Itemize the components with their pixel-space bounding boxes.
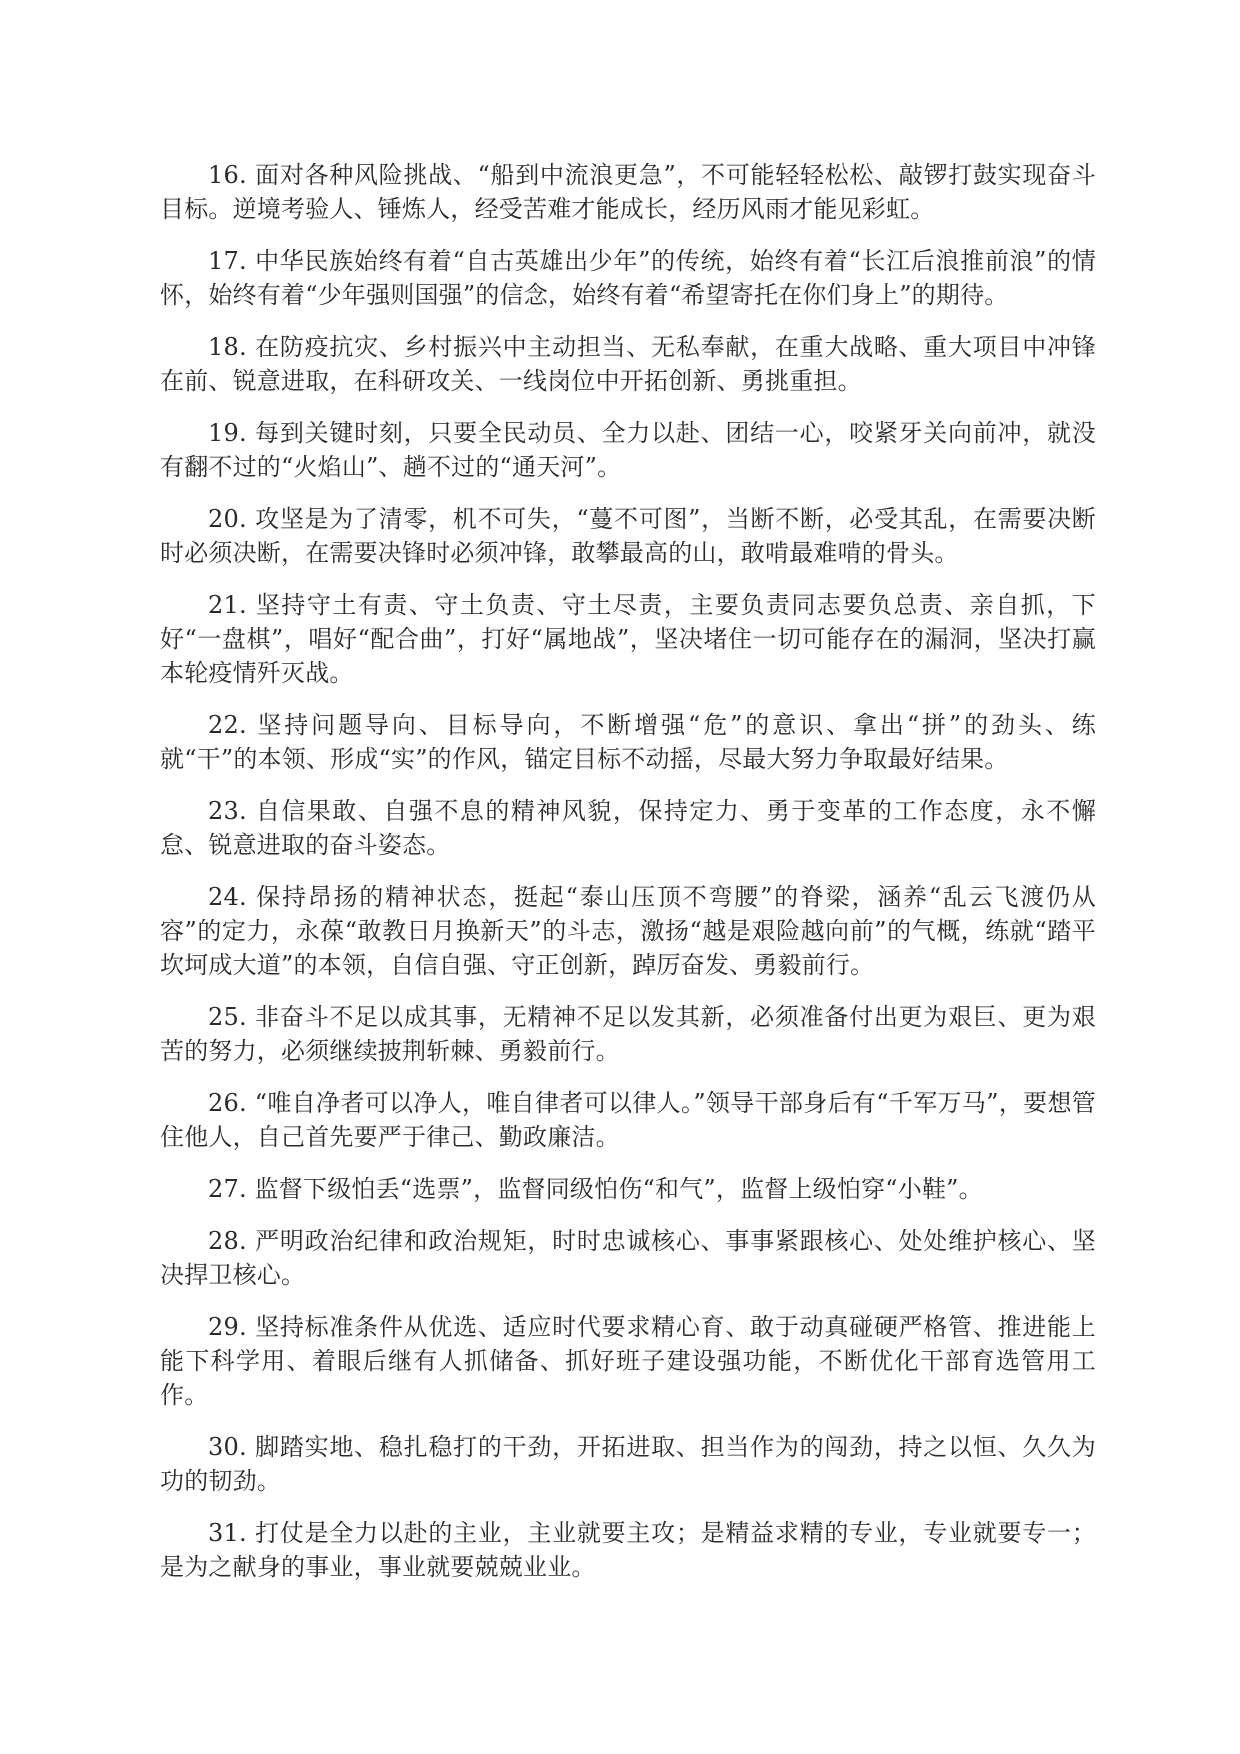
paragraph-21: 21. 坚持守土有责、守土负责、守土尽责，主要负责同志要负总责、亲自抓，下好“一盘棋”，唱好“配合曲”，打好“属地战”，坚决堵住一切可能存在的漏洞，坚决打赢本轮疫情歼灭战。: [160, 591, 1096, 687]
document-page: [160, 158, 1096, 1602]
paragraph-29: 29. 坚持标准条件从优选、适应时代要求精心育、敢于动真碰硬严格管、推进能上能下科学用、着眼后继有人抓储备、抓好班子建设强功能，不断优化干部育选管用工作。: [160, 1313, 1096, 1409]
paragraph-18: 18. 在防疫抗灾、乡村振兴中主动担当、无私奉献，在重大战略、重大项目中冲锋在前、锐意进取，在科研攻关、一线岗位中开拓创新、勇挑重担。: [160, 333, 1096, 395]
paragraph-26: 26. “唯自净者可以净人，唯自律者可以律人。”领导干部身后有“千军万马”，要想管住他人，自己首先要严于律己、勤政廉洁。: [160, 1089, 1096, 1151]
paragraph-31: 31. 打仗是全力以赴的主业，主业就要主攻；是精益求精的专业，专业就要专一；是为之献身的事业，事业就要兢兢业业。: [160, 1519, 1096, 1581]
paragraph-20: 20. 攻坚是为了清零，机不可失，“蔓不可图”，当断不断，必受其乱，在需要决断时必须决断，在需要决锋时必须冲锋，敢攀最高的山，敢啃最难啃的骨头。: [160, 505, 1096, 567]
paragraph-30: 30. 脚踏实地、稳扎稳打的干劲，开拓进取、担当作为的闯劲，持之以恒、久久为功的韧劲。: [160, 1433, 1096, 1495]
paragraph-27: 27. 监督下级怕丢“选票”，监督同级怕伤“和气”，监督上级怕穿“小鞋”。: [208, 1175, 983, 1203]
paragraph-17: 17. 中华民族始终有着“自古英雄出少年”的传统，始终有着“长江后浪推前浪”的情怀，始终有着“少年强则国强”的信念，始终有着“希望寄托在你们身上”的期待。: [160, 247, 1096, 309]
paragraph-25: 25. 非奋斗不足以成其事，无精神不足以发其新，必须准备付出更为艰巨、更为艰苦的努力，必须继续披荆斩棘、勇毅前行。: [160, 1003, 1096, 1065]
paragraph-28: 28. 严明政治纪律和政治规矩，时时忠诚核心、事事紧跟核心、处处维护核心、坚决捍卫核心。: [160, 1227, 1096, 1289]
paragraph-16: 16. 面对各种风险挑战、“船到中流浪更急”，不可能轻轻松松、敲锣打鼓实现奋斗目标。逆境考验人、锤炼人，经受苦难才能成长，经历风雨才能见彩虹。: [160, 161, 1096, 223]
paragraph-19: 19. 每到关键时刻，只要全民动员、全力以赴、团结一心，咬紧牙关向前冲，就没有翻不过的“火焰山”、趟不过的“通天河”。: [160, 419, 1096, 481]
paragraph-22: 22. 坚持问题导向、目标导向，不断增强“危”的意识、拿出“拼”的劲头、练就“干”的本领、形成“实”的作风，锚定目标不动摇，尽最大努力争取最好结果。: [160, 711, 1096, 773]
paragraph-23: 23. 自信果敢、自强不息的精神风貌，保持定力、勇于变革的工作态度，永不懈怠、锐意进取的奋斗姿态。: [160, 797, 1096, 859]
paragraph-24: 24. 保持昂扬的精神状态，挺起“泰山压顶不弯腰”的脊梁，涵养“乱云飞渡仍从容”的定力，永葆“敢教日月换新天”的斗志，激扬“越是艰险越向前”的气概，练就“踏平坎坷成大道”的本领，自信自强、守正创新，踔厉奋发、勇毅前行。: [160, 883, 1096, 979]
